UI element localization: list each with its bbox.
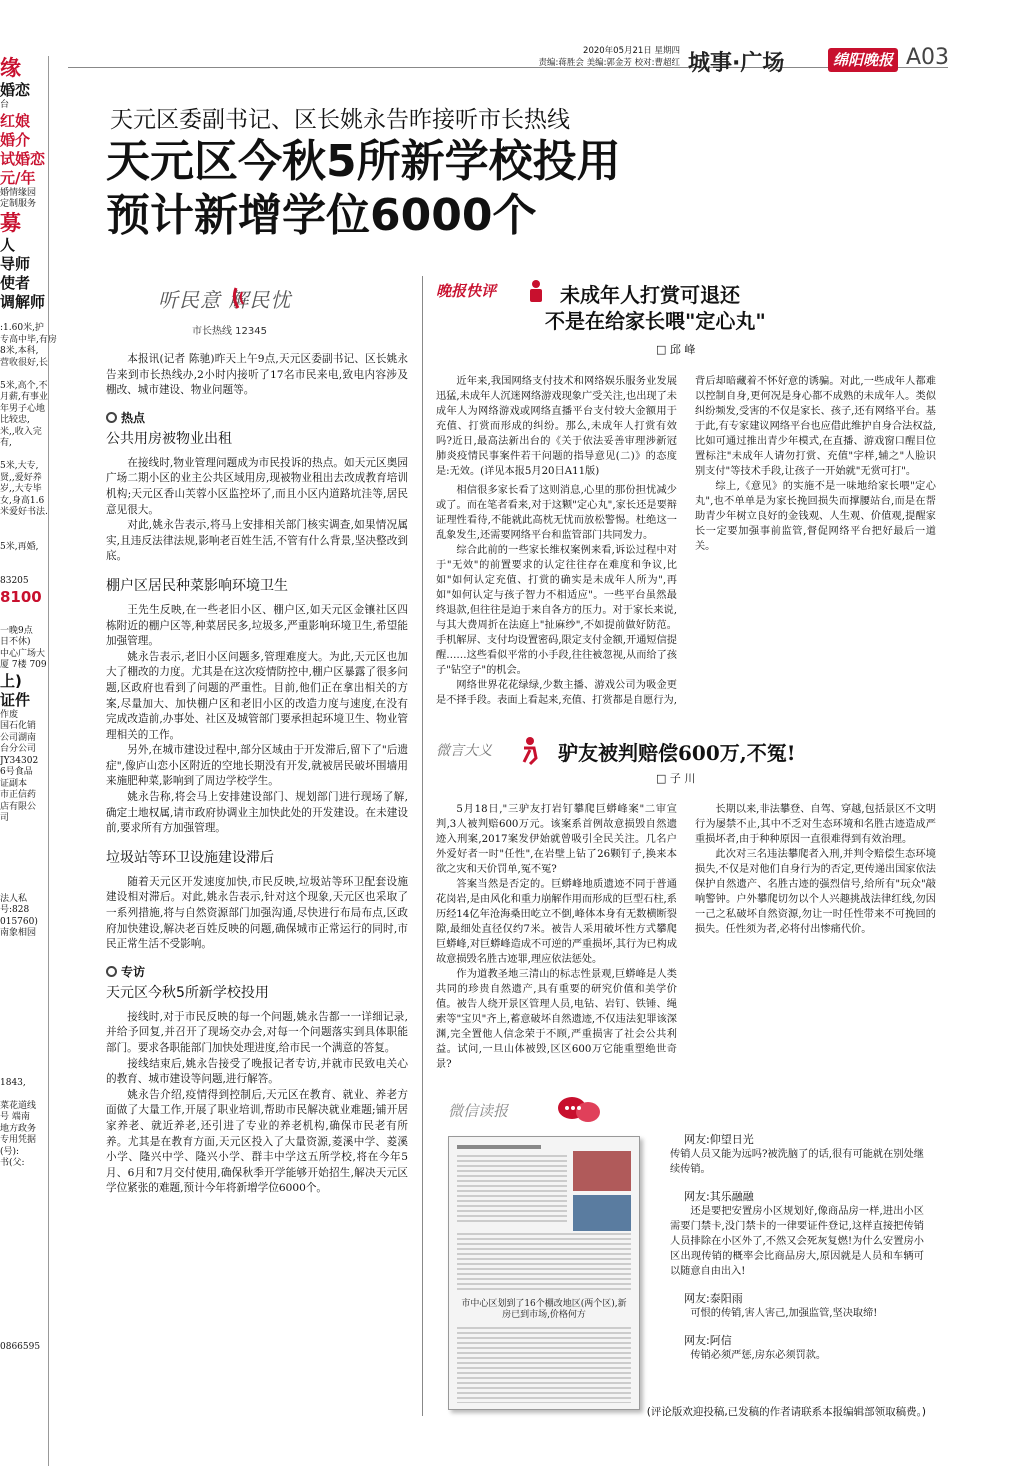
section-2-title: 棚户区居民种菜影响环境卫生 <box>106 577 288 594</box>
left-strip-line: 证副本 <box>0 778 28 789</box>
left-strip-line <box>0 1043 48 1055</box>
left-strip-line: 专高中毕,有房 <box>0 334 57 345</box>
left-strip-line <box>0 1319 48 1331</box>
section-2-paragraph-4: 姚永告称,将会马上安排建设部门、规划部门进行现场了解,确定土地权属,请市政府协调业主加快此处的开发建设。在未建设前,要求所有方加强管理。 <box>106 791 408 835</box>
tag-visit <box>106 963 408 980</box>
left-strip-line: 1843, <box>0 1077 26 1088</box>
left-strip-line: 红娘 <box>0 111 31 130</box>
comment-author: 网友:阿信 <box>684 1334 732 1347</box>
left-strip-line <box>0 1089 48 1101</box>
left-strip-line: 6号食品 <box>0 767 33 777</box>
comment-text: 可恨的传销,害人害己,加强监管,坚决取缔! <box>690 1308 878 1319</box>
left-strip-line: 证件 <box>0 690 31 709</box>
chat-bubbles-icon <box>556 1094 602 1128</box>
brand-logo: 绵阳晚报 <box>828 48 898 72</box>
micro-words-logo <box>436 740 548 770</box>
left-strip-line <box>0 1193 48 1205</box>
left-strip-line <box>0 1020 48 1032</box>
left-strip-line <box>0 1066 48 1078</box>
commentary-2-paragraph: 长期以来,非法攀登、自驾、穿越,包括景区不文明行为屡禁不止,其中不乏对生态环境和名胜古迹造成严重损坏者,由于种种原因一直很难得到有效治理。 <box>695 804 936 845</box>
article-headline-1: 天元区今秋5所新学校投用 <box>106 136 621 187</box>
left-strip-line: 年男子心地 <box>0 403 46 414</box>
left-strip-line: 缘 <box>0 56 21 80</box>
section-1-paragraph-1: 在接线时,物业管理问题成为市民投诉的热点。如天元区奥园广场二期小区的业主公共区域用房,现被物业租出去改成教育培训机构;天元区香山芙蓉小区监控坏了,而且小区内道路坑洼等,居民意见很大。 <box>106 456 408 516</box>
left-strip-line: 婚介 <box>0 130 31 149</box>
section-3-title: 垃圾站等环卫设施建设滞后 <box>106 849 274 866</box>
left-strip-line: 中心广场大 <box>0 648 46 659</box>
left-strip-line <box>0 871 48 883</box>
left-strip-line: 号 端南 <box>0 1112 30 1122</box>
commentary-1-paragraph: 近年来,我国网络支付技术和网络娱乐服务业发展迅猛,未成年人沉迷网络游戏现象广受关注,也出现了未成年人为网络游戏或网络直播平台支付较大金额用于充值、打赏而形成的纠纷。那么,未成年人打赏有效吗?近日,最高法新出台的《关于依法妥善审理涉新冠肺炎疫情民事案件若干问题的指导意见(二)》的态度是:无效。(详见本报5月20日A11版) <box>436 376 677 477</box>
left-strip-line <box>0 848 48 860</box>
left-strip-line: 婚恋 <box>0 81 31 99</box>
main-article-body <box>106 352 408 1412</box>
left-strip-line <box>0 312 48 324</box>
left-strip-line: 号:828 <box>0 905 30 915</box>
commentary-1-body <box>436 374 936 710</box>
left-strip-line <box>0 369 48 381</box>
left-strip-line: 地方政务 <box>0 1123 37 1134</box>
left-strip-line <box>0 882 48 894</box>
commentary-2-paragraph: 此次对三名违法攀爬者入刑,并判令赔偿生态环境损失,不仅是对他们自身行为的否定,更传递出国家依法保护自然遗产、名胜古迹的强烈信号,给所有"玩众"敲响警钟。户外攀爬切勿以个人兴趣挑战法律红线,勿因一己之私破坏自然资源,勿让一时任性带来不可挽回的损失。任性须为者,必将付出惨痛代价。 <box>695 849 936 935</box>
section-2-paragraph-2: 姚永告表示,老旧小区问题多,管理难度大。为此,天元区也加大了棚改的力度。尤其是在这次疫情防控中,棚户区暴露了很多问题,区政府也看到了问题的严重性。目前,他们正在拿出相关的方案,尽量加大、加快棚户区和老旧小区的改造力度与速度,在没有完成改造前,办事处、社区及城管部门要承担起环境卫生、物业管理相关的工作。 <box>106 650 408 741</box>
left-strip-line: 有, <box>0 438 12 448</box>
left-strip-line <box>0 553 48 565</box>
left-strip-line <box>0 986 48 998</box>
left-strip-line <box>0 450 48 462</box>
left-strip-line <box>0 1239 48 1251</box>
header-date: 2020年05月21日 星期四 <box>583 46 680 56</box>
header-rule <box>68 67 948 68</box>
left-strip-line: 贤,,爱好养 <box>0 472 42 483</box>
left-strip-line <box>0 825 48 837</box>
article-kicker: 天元区委副书记、区长姚永告昨接听市长热线 <box>110 107 570 133</box>
left-strip-line <box>0 1227 48 1239</box>
section-1-paragraph-2: 对此,姚永告表示,将马上安排相关部门核实调查,如果情况属实,且违反法律法规,影响老百姓生活,不管有什么背景,坚决整改到底。 <box>106 519 408 563</box>
left-strip-line: 8100 <box>0 587 42 606</box>
left-strip-line: 婚情缘园 <box>0 187 37 198</box>
left-strip-line: 营收很好,长 <box>0 357 48 368</box>
left-strip-line: 米爱好书法. <box>0 507 48 517</box>
section-4-paragraph-3: 姚永告介绍,疫情得到控制后,天元区在教育、就业、养老方面做了大量工作,开展了职业培训,帮助市民解决就业难题;铺开居家养老、就近养老,还引进了专业的养老机构,确保市民老有所养。尤其是在教育方面,天元区投入了大量资源,菱溪中学、菱溪小学、隆兴中学、隆兴小学、群丰中学这五所学校,将在今年5月、6月和7月交付使用,确保秋季开学能够开始招生,解决天元区学位紧张的难题,预计今年将新增学位6000个。 <box>106 1088 408 1195</box>
left-strip-line <box>0 1296 48 1308</box>
left-strip-line <box>0 951 48 963</box>
thumbnail-caption: 市中心区划到了16个棚改地区(两个区),新房已到市场,价格何方 <box>461 1299 627 1320</box>
left-strip-line: 公司湖南 <box>0 732 37 743</box>
left-strip-line <box>0 607 48 626</box>
section-2-paragraph-3: 另外,在城市建设过程中,部分区域由于开发滞后,留下了"后遗症",像庐山恋小区附近的空地长期没有开发,就被居民破坏围墙用来施肥种菜,影响到了周边学校学生。 <box>106 744 408 788</box>
left-strip-line: 厦 7楼 709 <box>0 660 47 670</box>
page-number: A03 <box>906 45 950 70</box>
left-strip-line <box>0 836 48 848</box>
left-strip-line <box>0 974 48 986</box>
left-strip-line <box>0 519 48 531</box>
commentary-1-paragraph: 综上,《意见》的实施不是一味地给家长喂"定心丸",也不单单是为家长挽回损失而撑腰站台,而是在帮助青少年树立良好的金钱观、人生观、价值观,提醒家长一定要加强事前监管,督促网络平台把好最后一道关。 <box>695 481 936 552</box>
section-1-title: 公共用房被物业出租 <box>106 430 232 447</box>
left-ad-strip <box>0 56 57 1466</box>
left-strip-line: 015760) <box>0 916 38 927</box>
comment-author: 网友:泰阳雨 <box>684 1292 743 1305</box>
commentary-1-paragraph: 网络世界花花绿绿,少数主播、游戏公司为吸金更是不择手段。表面上看起来,充值、打赏都是自愿行为,背后却暗藏着不怀好意的诱骗。对此,一些成年人都难以控制自身,更何况是身心都不成熟的未成年人。类似纠纷频发,受害的不仅是家长、孩子,还有网络平台。基于此,有专家建议网络平台也应借此维护自身合法权益,比如可通过推出青少年模式,在直播、游戏窗口醒目位置标注"未成年人请勿打赏、充值"字样,辅之"人脸识别支付"等技术手段,让孩子一开始就"无赏可打"。 <box>436 376 936 706</box>
speaker-person-icon <box>526 278 546 304</box>
left-strip-line <box>0 1216 48 1228</box>
header-section: 城事·广场 <box>688 51 785 76</box>
left-strip-line: 法人私 <box>0 893 28 904</box>
left-strip-line: 元/年 <box>0 168 36 187</box>
hotline-number: 市长热线 12345 <box>192 326 267 337</box>
left-strip-line: 台分公司 <box>0 744 37 754</box>
left-strip-line: 一晚9点 <box>0 625 33 636</box>
section-4-title: 天元区今秋5所新学校投用 <box>106 984 269 1001</box>
left-strip-line: 店有限公 <box>0 801 37 812</box>
left-strip-line <box>0 859 48 871</box>
hotline-logo <box>158 284 378 344</box>
tag-hot <box>106 409 408 426</box>
left-strip-line: 月薪,有事业 <box>0 392 48 402</box>
left-strip-line: 导师 <box>0 254 31 273</box>
left-strip-line <box>0 1285 48 1297</box>
section-3-paragraph-1: 随着天元区开发速度加快,市民反映,垃圾站等环卫配套设施建设相对滞后。对此,姚永告表示,针对这个现象,天元区也采取了一系列措施,将与自然资源部门加强沟通,尽快进行布局布点,区政府加快建设,解决老百姓反映的问题,确保城市正常运行的同时,市民正常生活不受影响。 <box>106 875 408 951</box>
running-person-icon <box>516 736 542 766</box>
left-strip-line <box>0 997 48 1009</box>
comment-author: 网友:仰望日光 <box>684 1133 754 1146</box>
left-strip-line: :1.60米,护 <box>0 323 44 333</box>
left-strip-line: 5米,再婚, <box>0 541 39 552</box>
newspaper-thumbnail <box>448 1136 640 1410</box>
article-headline-2: 预计新增学位6000个 <box>106 190 537 241</box>
left-strip-line: 调解师 <box>0 292 46 311</box>
left-strip-line <box>0 565 48 577</box>
wechat-read-logo <box>448 1100 608 1140</box>
comment-text: 还是要把安置房小区规划好,像商品房一样,进出小区需要门禁卡,没门禁卡的一律要证件登记,这样直接把传销人员排除在小区外了,不然又会死灰复燃!为什么安置房小区出现传销的概率会比商品房大,原因就是人员和车辆可以随意自由出入! <box>670 1206 924 1277</box>
left-strip-line <box>0 1250 48 1262</box>
left-strip-line: 司 <box>0 813 10 823</box>
left-strip-line: 米,,收入完 <box>0 426 42 437</box>
left-strip-line: 比较忠, <box>0 415 30 425</box>
left-strip-line: 专用凭据 <box>0 1135 37 1145</box>
left-strip-line: 83205 <box>0 576 29 586</box>
left-strip-line: (号): <box>0 1146 20 1157</box>
section-4-paragraph-2: 接线结束后,姚永告接受了晚报记者专访,并就市民致电关心的教育、城市建设等问题,进行解答。 <box>106 1057 408 1086</box>
commentary-2-paragraph: 5月18日,"三驴友打岩钉攀爬巨蟒峰案"二审宣判,3人被判赔600万元。该案系首例故意损毁自然遗迹入刑案,2017案发伊始就曾吸引全民关注。几名户外爱好者一时"任性",在岩壁上钻了26颗钉子,换来本欲之灾和天价罚单,冤不冤? <box>436 804 677 875</box>
left-strip-line: 8米,本科, <box>0 346 39 356</box>
commentary-1-title-1: 未成年人打赏可退还 <box>560 283 740 307</box>
quick-review-logo <box>436 280 548 304</box>
comment-text: 传销必须严惩,房东必须罚款。 <box>690 1350 827 1361</box>
left-strip-line: 女,身高1.6 <box>0 495 45 506</box>
circle-bullet-icon <box>106 966 117 977</box>
commentary-2-byline: □ 子 川 <box>656 772 696 785</box>
left-strip-line <box>0 963 48 975</box>
left-strip-line: 上) <box>0 671 22 690</box>
tag-visit-label: 专访 <box>121 964 146 979</box>
left-strip-line <box>0 1055 48 1067</box>
comment-text: 传销人员又能为远吗?被洗脑了的话,很有可能就在别处继续传销。 <box>670 1149 924 1175</box>
left-strip-line <box>0 1331 48 1343</box>
left-strip-line: 5米,高个,不 <box>0 380 48 391</box>
left-strip-line <box>0 1032 48 1044</box>
left-strip-line <box>0 1262 48 1274</box>
left-strip-line: 台 <box>0 100 10 110</box>
header-editors: 责编:蒋胜会 美编:郭金芳 校对:曹超红 <box>538 58 680 68</box>
left-strip-line <box>0 1170 48 1182</box>
left-strip-line <box>0 940 48 952</box>
left-strip-line <box>0 1009 48 1021</box>
section-2-paragraph-1: 王先生反映,在一些老旧小区、棚户区,如天元区金镶社区四栋附近的棚户区等,种菜居民多,垃圾多,严重影响环境卫生,希望能加强管理。 <box>106 603 408 648</box>
left-strip-line: 使者 <box>0 273 31 292</box>
left-strip-line: 国石化销 <box>0 721 37 731</box>
left-strip-line <box>0 1308 48 1320</box>
left-strip-line <box>0 1181 48 1193</box>
tag-hot-label: 热点 <box>121 410 146 425</box>
left-strip-line: 5米,大专, <box>0 461 39 471</box>
commentary-1-paragraph: 相信很多家长看了这则消息,心里的那份担忧减少或了。而在笔者看来,对于这颗"定心丸",家长还是要辩证理性看待,不能就此高枕无忧而放松警惕。杜绝这一乱象发生,还需要网络平台和监管部门共同发力。 <box>436 485 677 541</box>
left-strip-line: 岁,,大专毕 <box>0 484 42 494</box>
left-strip-line: 南象相园 <box>0 928 37 938</box>
commentary-1-title-2: 不是在给家长喂"定心丸" <box>545 309 766 333</box>
left-strip-line: JY34302 <box>0 755 39 766</box>
column-divider <box>422 276 423 1416</box>
wechat-read-logo-text: 微信读报 <box>448 1102 509 1120</box>
left-strip-line: 募 <box>0 210 21 235</box>
left-strip-line: 日不休) <box>0 637 31 647</box>
commentary-2-title: 驴友被判赔偿600万,不冤! <box>558 741 796 765</box>
reader-comments <box>670 1132 924 1402</box>
left-strip-line: 试婚恋 <box>0 149 46 168</box>
left-strip-line: 市正信药 <box>0 790 37 800</box>
commentary-1-paragraph: 综合此前的一些家长维权案例来看,诉讼过程中对于"无效"的前置要求的认定往往存在难度和争议,比如"如何认定充值、打赏的确实是未成年人所为",再如"如何认定与孩子智力不相适应"。一些平台虽然最终退款,但往往是迫于来自各方的压力。对于家长来说,与其大费周折在法庭上"扯麻纱",不如提前做好防范。手机解屏、支付均设置密码,限定支付金额,开通短信提醒……这些看似平常的小手段,往往被忽视,从而给了孩子"钻空子"的机会。 <box>436 545 677 676</box>
commentary-1-byline: □ 邱 峰 <box>656 343 696 356</box>
left-strip-line: 0866595 <box>0 1342 41 1352</box>
circle-bullet-icon <box>106 412 117 423</box>
section-4-paragraph-1: 接线时,对于市民反映的每一个问题,姚永告都一一详细记录,并给予回复,并召开了现场交办会,对每一个问题落实到具体职能部门。要求各职能部门加快处理进度,给市民一个满意的答复。 <box>106 1010 408 1054</box>
reader-footer-note: (评论版欢迎投稿,已发稿的作者请联系本报编辑部领取稿费。) <box>646 1406 926 1418</box>
left-strip-line: 人 <box>0 235 16 254</box>
left-strip-line <box>0 530 48 542</box>
quick-review-logo-text: 晚报快评 <box>436 282 497 300</box>
left-strip-line <box>0 1204 48 1216</box>
left-strip-line: 菜花道线 <box>0 1100 37 1111</box>
commentary-2-paragraph: 作为道教圣地三清山的标志性景观,巨蟒峰是人类共同的珍贵自然遗产,具有重要的研究价值和美学价值。被告人绕开景区管理人员,电钻、岩钉、铁锤、绳索等"宝贝"齐上,蓄意破坏自然遗迹,不仅违法犯罪该深渊,完全置他人信念荣于不顾,严重损害了社会公共利益。试问,一旦山体被毁,区区600万它能重塑绝世奇景? <box>436 969 677 1070</box>
hotline-logo-text: 听民意 解民忧 <box>158 288 292 312</box>
lead-paragraph: 本报讯(记者 陈驰)昨天上午9点,天元区委副书记、区长姚永告来到市长热线办,2小时内接听了17名市民来电,致电内容涉及棚改、城市建设、物业问题等。 <box>106 353 408 397</box>
micro-words-logo-text: 微言大义 <box>436 743 492 759</box>
phone-wave-icon <box>230 284 258 312</box>
left-strip-line: 书(父: <box>0 1158 25 1168</box>
left-strip-line: 作废 <box>0 709 19 720</box>
left-strip-line: 定制服务 <box>0 199 37 209</box>
left-strip-line <box>0 1273 48 1285</box>
comment-author: 网友:其乐融融 <box>684 1190 754 1203</box>
commentary-2-paragraph: 答案当然是否定的。巨蟒峰地质遗迹不同于普通花岗岩,是由风化和重力崩解作用而形成的巨型石柱,系历经14亿年沧海桑田屹立不倒,峰体本身有无数横断裂隙,最细处直径仅约7米。被告人采用破坏性方式攀爬巨蟒峰,对巨蟒峰造成不可逆的严重损坏,其行为已构成故意损毁名胜古迹罪,理应依法惩处。 <box>436 879 677 965</box>
commentary-2-body <box>436 802 936 1078</box>
